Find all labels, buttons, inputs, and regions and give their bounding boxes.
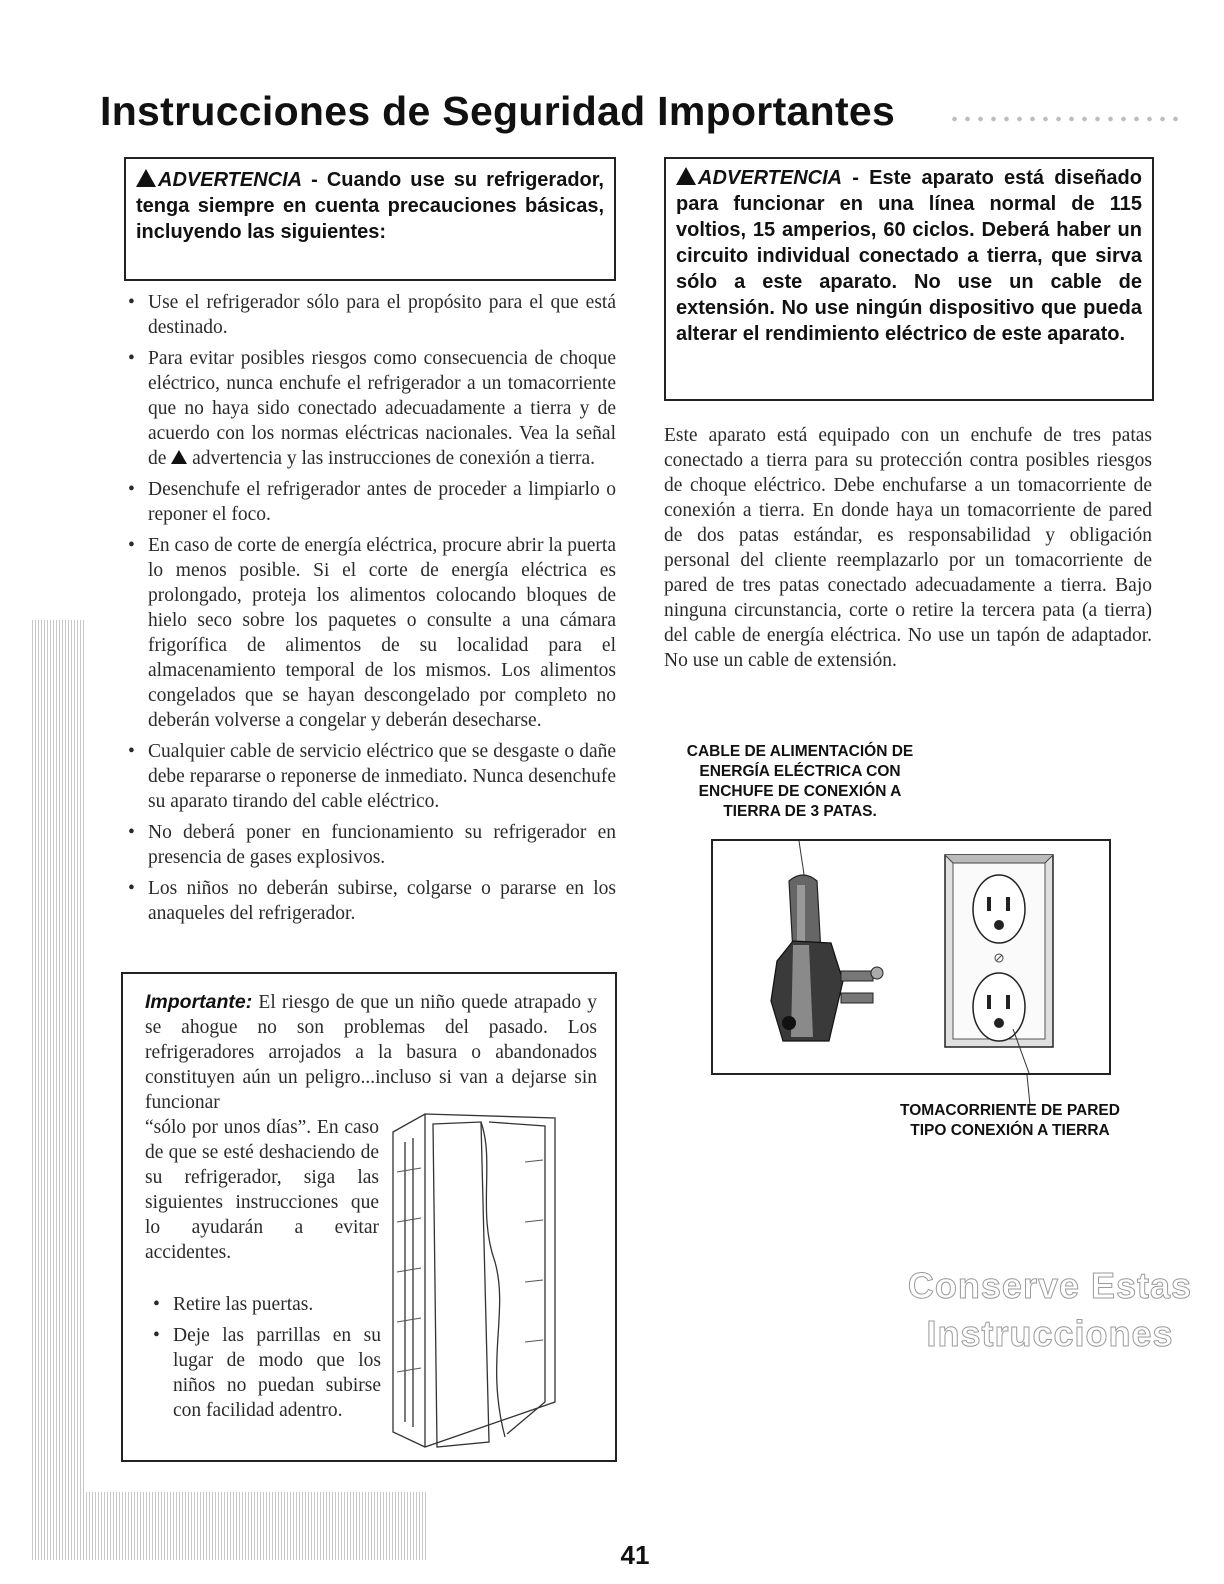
warning-text: - Este aparato está diseñado para funcionar en una línea normal de 115 voltios, 15 amperios, 60 ciclos. Deberá haber un circuito individual conectado a tierra, que sirva sólo a este aparato. No use un cable de extensión. No use ningún dispositivo que pueda alterar el rendimiento eléctrico de este aparato. (676, 167, 1142, 345)
list-item: • En caso de corte de energía eléctrica, procure abrir la puerta lo menos posible. Si el corte de energía eléctrica es prolongado, proteja los alimentos colocando bloques de hielo seco sobre los paquetes o consulte a una cámara frigorífica de alimentos de su localidad para el almacenamiento temporal de los mismos. Los alimentos congelados que se hayan descongelado por completo no deberán volverse a congelar y deberán desecharse. (120, 533, 616, 733)
left-warning-box (124, 157, 616, 281)
warning-triangle-icon (136, 169, 156, 187)
page-number: 41 (620, 1540, 650, 1570)
important-intro-text: El riesgo de que un niño quede atrapado y se ahogue no son problemas del pasado. Los refrigeradores arrojados a la basura o abandonados constituyen aún un peligro...incluso si van a dejarse sin funcionar (145, 992, 597, 1113)
list-item (120, 346, 616, 471)
conserve-line: Conserve Estas (907, 1265, 1193, 1306)
important-box (121, 972, 617, 1462)
page-title: Instrucciones de Seguridad Importantes (100, 88, 896, 134)
warning-triangle-icon (676, 167, 696, 185)
caption-line: TIPO CONEXIÓN A TIERRA (910, 1122, 1110, 1139)
list-item-text: advertencia y las instrucciones de conexión a tierra. (187, 448, 595, 469)
caption-line: TIERRA DE 3 PATAS. (723, 803, 877, 820)
safety-list (120, 290, 616, 932)
decorative-bottom-bar (32, 1492, 428, 1560)
list-item: • Desenchufe el refrigerador antes de proceder a limpiarlo o reponer el foco. (120, 477, 616, 527)
decorative-side-bar (32, 620, 86, 1560)
warning-lead: ADVERTENCIA (698, 167, 843, 189)
list-item: • Cualquier cable de servicio eléctrico que se desgaste o dañe debe repararse o reponerse de inmediato. Nunca desenchufe su aparato tirando del cable eléctrico. (120, 739, 616, 814)
refrigerator-illustration (385, 1102, 565, 1452)
important-list (145, 1292, 381, 1429)
warning-lead: ADVERTENCIA (158, 169, 303, 191)
list-item: • No deberá poner en funcionamiento su refrigerador en presencia de gases explosivos. (120, 820, 616, 870)
warning-triangle-icon (171, 450, 187, 464)
right-warning-box (664, 157, 1154, 401)
important-intro (145, 990, 597, 1115)
cable-caption (640, 742, 960, 822)
grounding-paragraph: Este aparato está equipado con un enchufe de tres patas conectado a tierra para su protección contra posibles riesgos de choque eléctrico. Debe enchufarse a un tomacorriente de conexión a tierra. En donde haya un tomacorriente de pared de dos patas estándar, es responsabilidad y obligación personal del cliente reemplazarlo por un tomacorriente de pared de tres patas conectado adecuadamente a tierra. Bajo ninguna circunstancia, corte o retire la tercera pata (a tierra) del cable de energía eléctrica. No use un tapón de adaptador. No use un cable de extensión. (664, 425, 1152, 671)
title-dot-leader (948, 114, 1180, 124)
important-continued: “sólo por unos días”. En caso de que se esté deshaciendo de su refrigerador, siga las siguientes instrucciones que lo ayudarán a evitar accidentes. (145, 1117, 379, 1263)
plug-and-outlet-illustration (713, 841, 1109, 1073)
caption-line: CABLE DE ALIMENTACIÓN DE (686, 743, 914, 760)
important-label: Importante: (145, 991, 253, 1013)
caption-line: ENCHUFE DE CONEXIÓN A (698, 783, 902, 800)
outlet-caption (860, 1101, 1160, 1141)
conserve-line: Instrucciones (926, 1313, 1174, 1354)
caption-line: TOMACORRIENTE DE PARED (900, 1102, 1120, 1119)
list-item: • Deje las parrillas en su lugar de modo que los niños no puedan subirse con facilidad adentro. (145, 1323, 381, 1423)
list-item: • Use el refrigerador sólo para el propósito para el que está destinado. (120, 290, 616, 340)
list-item-text: Para evitar posibles riesgos como consecuencia de choque eléctrico, nunca enchufe el refrigerador a un tomacorriente que no haya sido conectado adecuadamente a tierra y de acuerdo con los normas eléctricas nacionales. Vea la señal de (148, 348, 616, 469)
conserve-heading (900, 1262, 1200, 1358)
caption-line: ENERGÍA ELÉCTRICA CON (699, 763, 901, 780)
list-item: • Los niños no deberán subirse, colgarse o pararse en los anaqueles del refrigerador. (120, 876, 616, 926)
list-item: • Retire las puertas. (145, 1292, 381, 1317)
warning-text: - Cuando use su refrigerador, tenga siempre en cuenta precauciones básicas, incluyendo las siguientes: (136, 169, 604, 243)
plug-outlet-figure (711, 839, 1111, 1075)
